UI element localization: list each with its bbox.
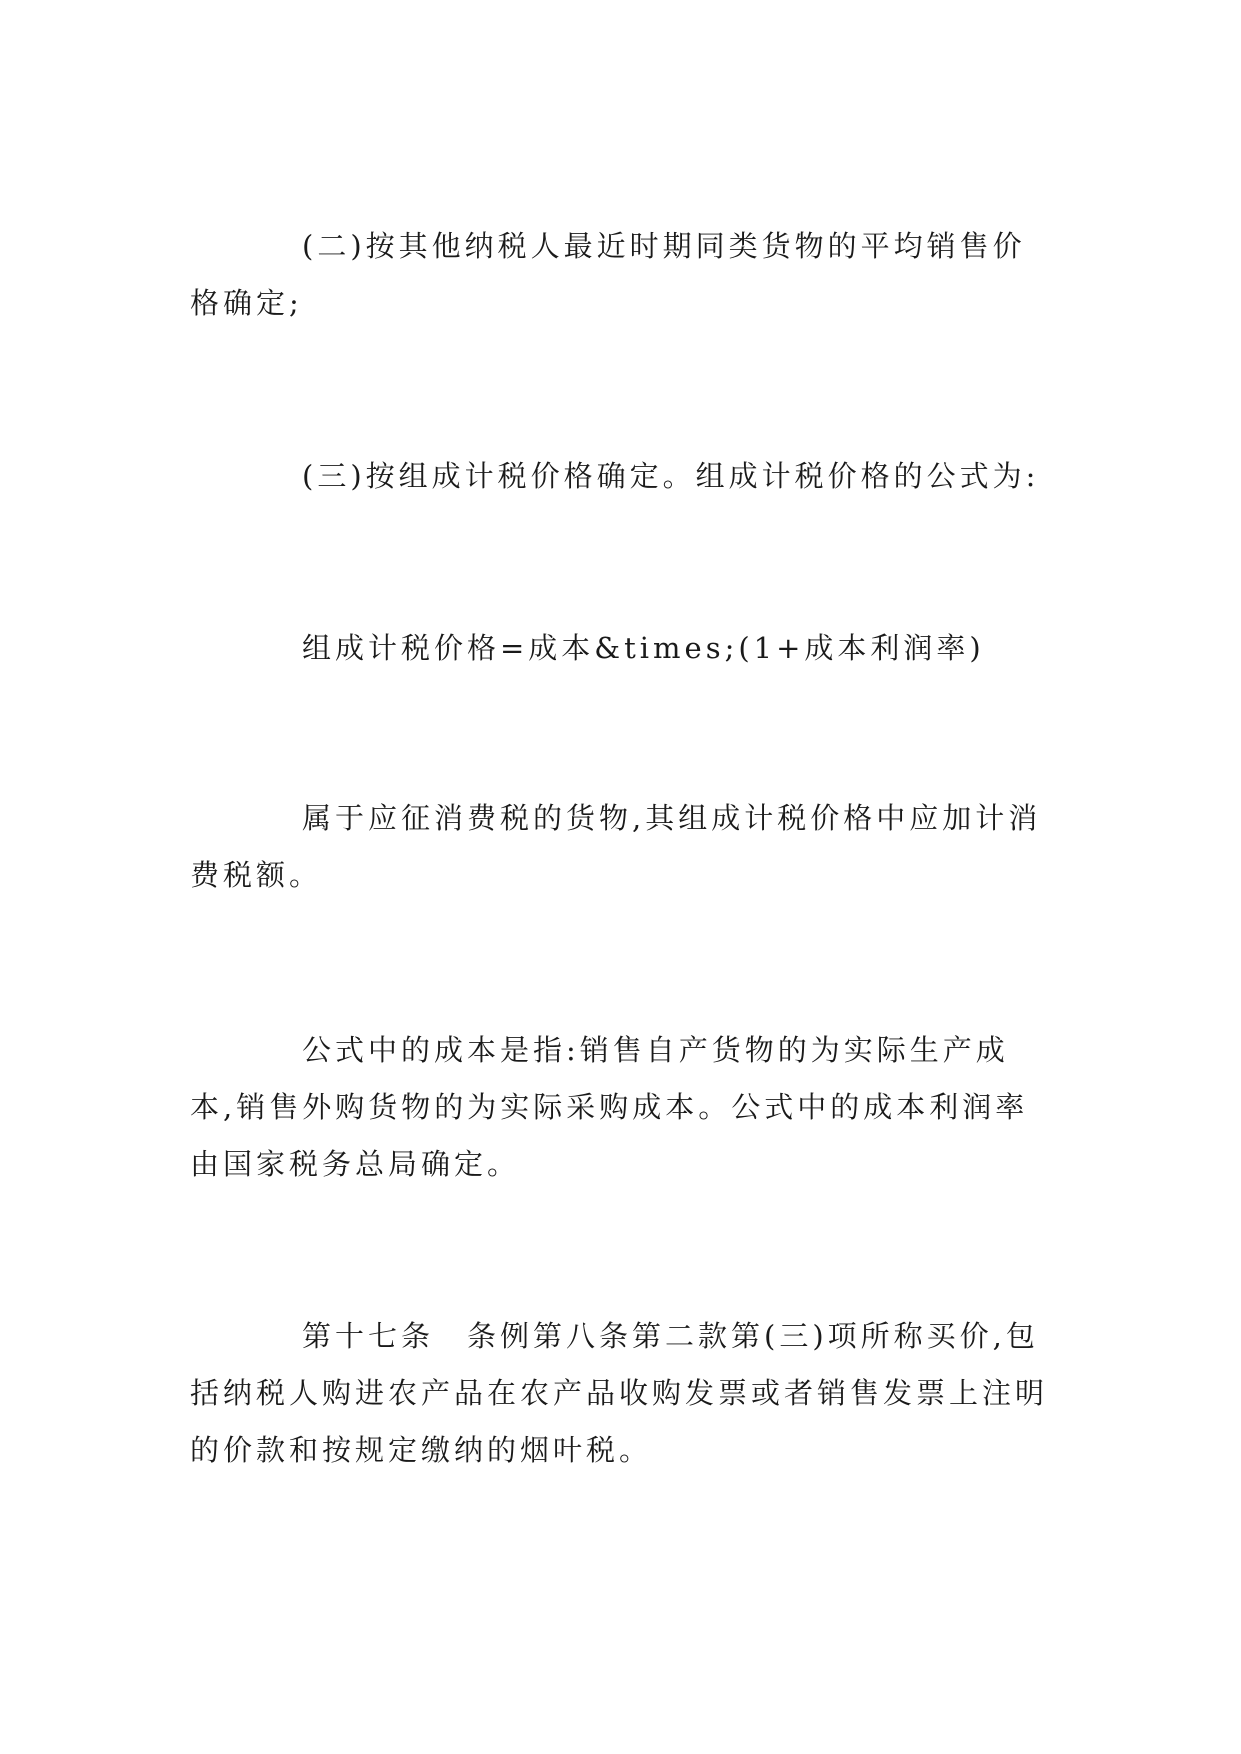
paragraph-valuation-method-2: (二)按其他纳税人最近时期同类货物的平均销售价格确定; xyxy=(190,229,1026,320)
paragraph-consumption-tax-note: 属于应征消费税的货物,其组成计税价格中应加计消费税额。 xyxy=(190,801,1042,892)
paragraph-composite-price-formula: 组成计税价格=成本&times;(1+成本利润率) xyxy=(302,631,985,665)
paragraph-cost-definition: 公式中的成本是指:销售自产货物的为实际生产成本,销售外购货物的为实际采购成本。公式中的成本利润率由国家税务总局确定。 xyxy=(190,1033,1029,1181)
paragraph-article-17: 第十七条 条例第八条第二款第(三)项所称买价,包括纳税人购进农产品在农产品收购发票或者销售发票上注明的价款和按规定缴纳的烟叶税。 xyxy=(190,1319,1049,1467)
paragraph-valuation-method-3: (三)按组成计税价格确定。组成计税价格的公式为: xyxy=(302,459,1040,493)
